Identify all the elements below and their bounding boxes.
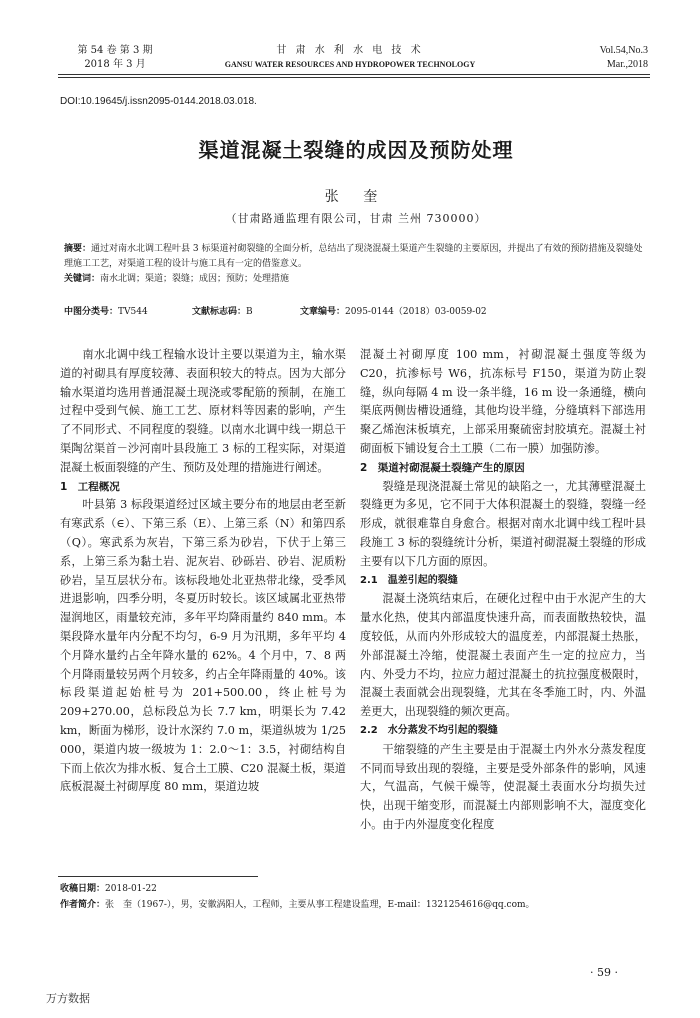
author-name: 张 奎	[324, 189, 388, 205]
keywords-label: 关键词：	[64, 274, 101, 284]
journal-name-cn: 甘 肃 水 利 水 电 技 术	[276, 45, 424, 56]
received-label: 收稿日期：	[60, 884, 106, 894]
author-bio-text: 张 奎（1967-），男，安徽涡阳人，工程师，主要从事工程建设监理，E-mail：1321254616@qq.com。	[105, 900, 535, 910]
thermal-cracks-paragraph: 混凝土浇筑结束后，在硬化过程中由于水泥产生的大量水化热，使其内部温度快速升高，而表面散热较快，温度较低，从而内外形成较大的温度差，内部混凝土热胀，外部混凝土冷缩，使混凝土表面产生一定的拉应力，当内、外受力不均，拉应力超过混凝土的抗拉强度极限时，混凝土表面就会出现裂缝，尤其在冬季施工时，内、外温差更大，出现裂缝的频次更高。	[360, 592, 646, 719]
header-rule	[58, 74, 650, 75]
issue-info	[60, 44, 170, 72]
doi: DOI:10.19645/j.issn2095-0144.2018.03.018.	[60, 96, 257, 107]
abstract-text: 通过对南水北调工程叶县 3 标渠道衬砌裂缝的全面分析，总结出了现浇混凝土渠道产生裂缝的主要原因，并提出了有效的预防措施及裂缝处理施工工艺，对渠道工程的设计与施工具有一定的借鉴意义。	[64, 244, 643, 269]
article-number-label: 文章编号：	[300, 307, 346, 317]
received-date	[60, 882, 157, 896]
author-bio-label: 作者简介：	[60, 900, 106, 910]
classification-code	[64, 304, 148, 317]
author-affiliation: （甘肃路通监理有限公司，甘肃 兰州 730000）	[225, 212, 487, 225]
right-column	[360, 346, 646, 835]
subsection-heading-2-2: 2.2 水分蒸发不均引起的裂缝	[360, 724, 498, 736]
project-overview-paragraph: 叶县第 3 标段渠道经过区域主要分布的地层由老至新有寒武系（∈）、下第三系（E）、上第三系（N）和第四系（Q）。寒武系为灰岩，下第三系为砂岩，下伏于上第三系，上第三系为黏土岩、泥灰岩、砂砾岩、砂岩、泥质粉砂岩，呈互层状分布。该标段地处北亚热带北缘，受季风进退影响，四季分明，冬夏历时较长。该区域属北亚热带湿润地区，雨量较充沛，多年平均降雨量约 840 mm。本渠段降水量年内分配不均匀，6-9 月为汛期，多年平均 4 个月降水量约占全年降水量的 62%。4 个月中，7、8 两个月降雨量较另两个月较多，约占全年降雨量的 40%。该标段渠道起始桩号为 201+500.00，终止桩号为 209+270.00，总标段总为长 7.7 km，明渠长为 7.42 km，断面为梯形，设计水深约 7.0 m，渠道纵坡为 1/25 000，渠道内坡一级坡为 1：2.0～1：3.5，衬砌结构自下而上依次为排水板、复合土工膜、C20 混凝土板，渠道底板混凝土衬砌厚度 80 mm，渠道边坡	[60, 498, 346, 794]
issue-date: 2018 年 3 月	[84, 59, 146, 70]
volume-issue-en: Vol.54,No.3	[599, 45, 648, 56]
classification-value: TV544	[118, 307, 148, 317]
volume-issue: 第 54 卷 第 3 期	[77, 45, 153, 56]
shrinkage-cracks-paragraph: 干缩裂缝的产生主要是由于混凝土内外水分蒸发程度不同而导致出现的裂缝，主要是受外部条件的影响，风速大，气温高，气候干燥等，使混凝土表面水分均损失过快，出现干缩变形，而混凝土内部则影响不大，湿度变化小。由于内外湿度变化程度	[360, 742, 646, 831]
paper-title: 渠道混凝土裂缝的成因及预防处理	[198, 138, 514, 162]
article-number	[300, 304, 487, 317]
article-number-value: 2095-0144（2018）03-0059-02	[345, 307, 487, 317]
intro-paragraph: 南水北调中线工程输水设计主要以渠道为主，输水渠道的衬砌具有厚度较薄、表面积较大的特点。因为大部分输水渠道均选用普通混凝土现浇或零配筋的预制，在施工过程中受到气候、施工工艺、原材料等因素的影响，产生了不同形式、不同程度的裂缝。以南水北调中线一期总干渠陶岔渠首－沙河南叶县段施工 3 标的工程实际，对渠道混凝土板面裂缝的产生、预防及处理的措施进行阐述。	[60, 348, 346, 474]
abstract-label: 摘要：	[64, 244, 92, 254]
journal-name-en: GANSU WATER RESOURCES AND HYDROPOWER TECHNOLOGY	[224, 60, 476, 69]
journal-name	[200, 44, 500, 72]
subsection-heading-2-1: 2.1 温差引起的裂缝	[360, 574, 458, 586]
section-heading-2: 2 渠道衬砌混凝土裂缝产生的原因	[360, 461, 525, 474]
document-code	[192, 304, 253, 317]
watermark: 万方数据	[46, 992, 90, 1005]
lining-paragraph: 混凝土衬砌厚度 100 mm，衬砌混凝土强度等级为 C20，抗渗标号 W6，抗冻标号 F150，渠道为防止裂缝，纵向每隔 4 m 设一条半缝，16 m 设一条通缝，横向渠底两侧齿槽设通缝，其他均设半缝，分缝填料下部选用聚乙烯泡沫板填充，上部采用聚硫密封胶填充。混凝土衬砌面板下铺设复合土工膜（二布一膜）加强防渗。	[360, 348, 646, 455]
keywords-text: 南水北调；渠道；裂缝；成因；预防；处理措施	[100, 274, 290, 284]
abstract	[64, 242, 646, 287]
left-column	[60, 346, 346, 797]
footnote-rule	[58, 876, 258, 877]
document-code-value: B	[246, 307, 253, 317]
document-code-label: 文献标志码：	[192, 307, 247, 317]
author-bio	[60, 898, 650, 912]
header-rule-thin	[58, 77, 650, 78]
causes-paragraph: 裂缝是现浇混凝土常见的缺陷之一，尤其薄壁混凝土裂缝更为多见，它不同于大体积混凝土的裂缝，裂缝一经形成，就很难靠自身愈合。根据对南水北调中线工程叶县段施工 3 标的裂缝统计分析，渠道衬砌混凝土裂缝的形成主要有以下几方面的原因。	[360, 479, 646, 568]
issue-date-en: Mar.,2018	[606, 59, 648, 70]
received-value: 2018-01-22	[105, 884, 157, 894]
issue-info-en	[530, 44, 648, 72]
classification-label: 中图分类号：	[64, 307, 119, 317]
page-number: · 59 ·	[590, 966, 618, 979]
keywords	[64, 272, 646, 287]
section-heading-1: 1 工程概况	[60, 480, 120, 493]
